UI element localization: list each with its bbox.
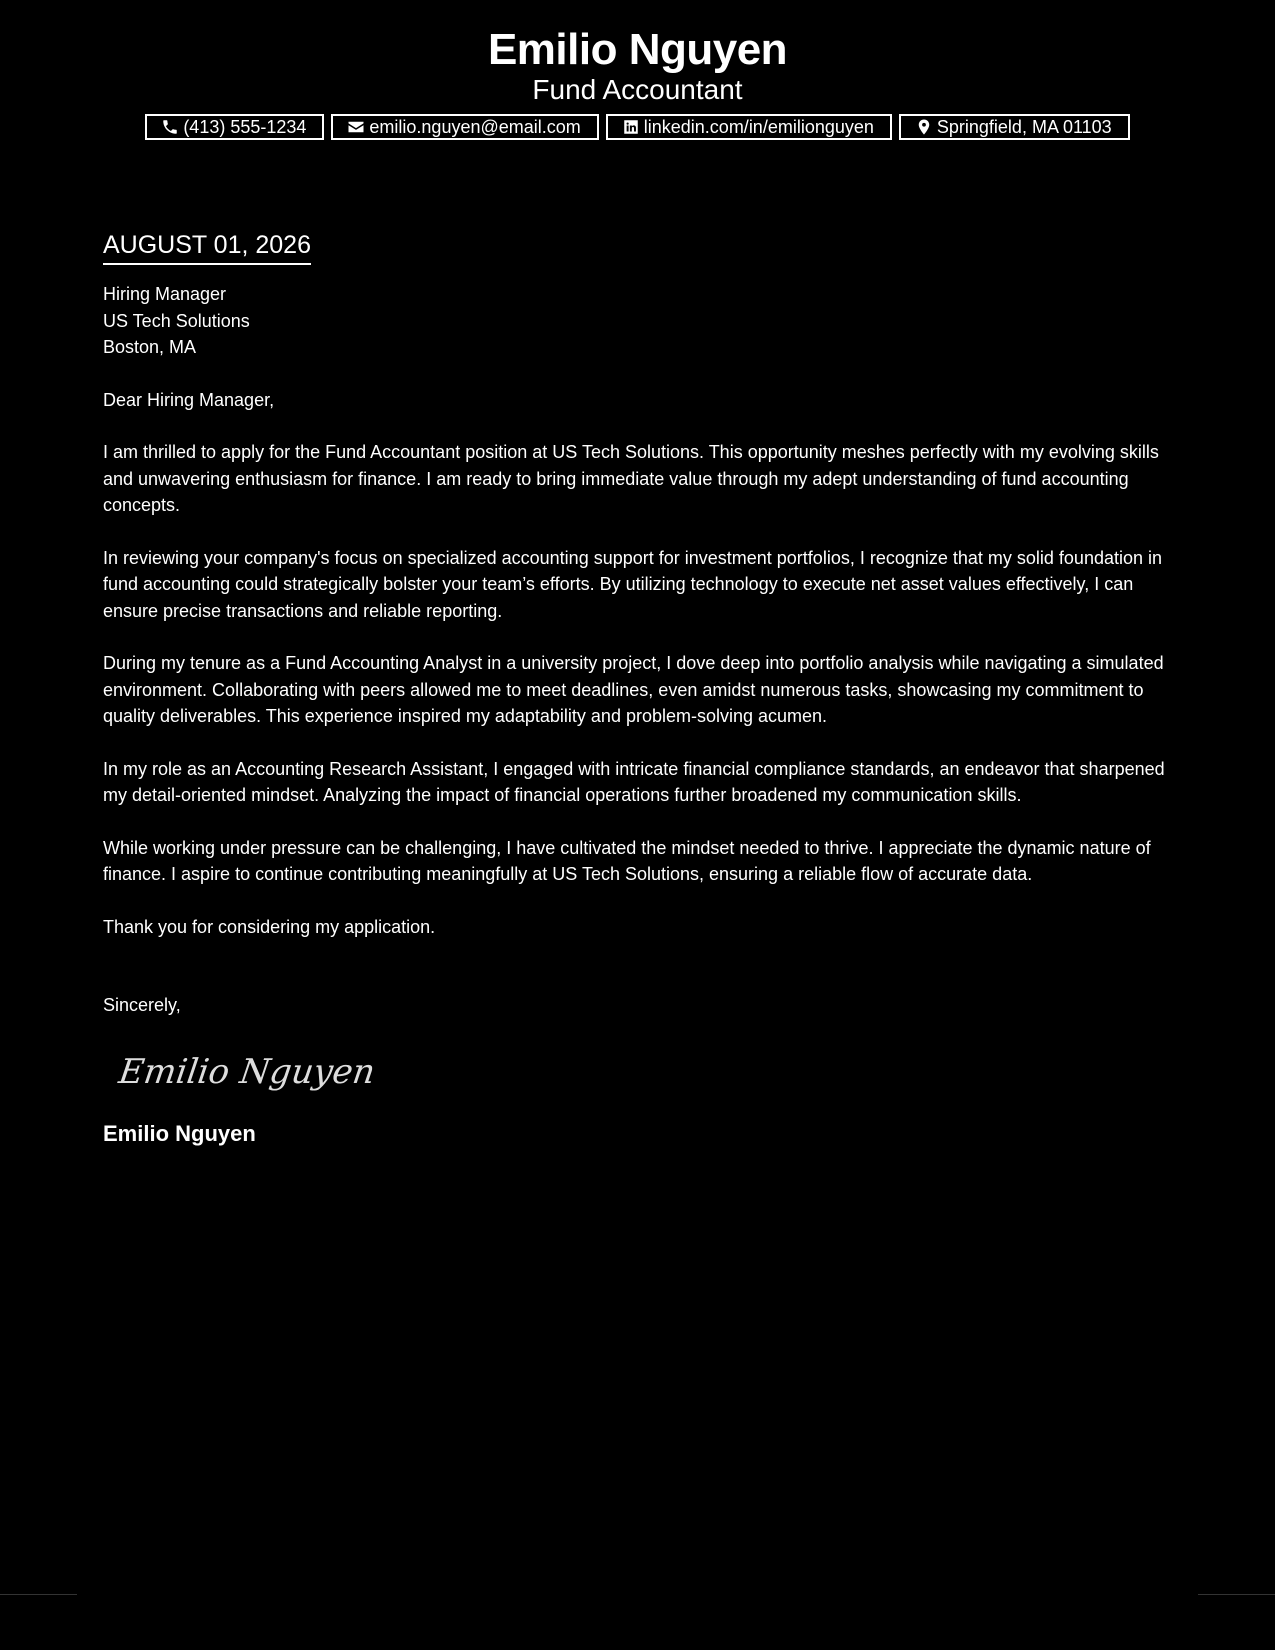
footer-rule-right bbox=[1198, 1594, 1275, 1595]
body-paragraph: I am thrilled to apply for the Fund Accountant position at US Tech Solutions. This opportunity meshes perfectly with my evolving skills and unwavering enthusiasm for finance. I am ready to bring immediate value through my adept understanding of fund accounting concepts. bbox=[103, 442, 1159, 515]
body-paragraph: In my role as an Accounting Research Assistant, I engaged with intricate financial compliance standards, an endeavor that sharpened my detail-oriented mindset. Analyzing the impact of financial operations further broadened my communication skills. bbox=[103, 758, 1165, 805]
linkedin-icon bbox=[622, 118, 640, 136]
recipient-line: Hiring Manager bbox=[103, 284, 227, 304]
signer-name: Emilio Nguyen bbox=[103, 1120, 256, 1146]
handwritten-signature bbox=[116, 1045, 1183, 1101]
body-paragraph: During my tenure as a Fund Accounting Analyst in a university project, I dove deep into portfolio analysis while navigating a simulated environment. Collaborating with peers allowed me to meet deadlines, even amidst numerous tasks, showcasing my commitment to quality deliverables. This experience inspired my adaptability and problem-solving acumen. bbox=[103, 653, 1164, 726]
contact-email-text: emilio.nguyen@email.com bbox=[369, 117, 581, 137]
contact-linkedin-text: linkedin.com/in/emilionguyen bbox=[643, 117, 874, 137]
recipient-line: Boston, MA bbox=[103, 337, 197, 357]
closing: Sincerely, bbox=[103, 995, 181, 1015]
contact-location[interactable] bbox=[899, 114, 1130, 140]
contact-location-text: Springfield, MA 01103 bbox=[936, 117, 1112, 137]
contact-email[interactable] bbox=[331, 114, 598, 140]
envelope-icon bbox=[347, 118, 365, 136]
letter-header bbox=[0, 24, 1275, 106]
contact-phone-text: (413) 555-1234 bbox=[183, 117, 307, 137]
applicant-name: Emilio Nguyen bbox=[487, 25, 788, 74]
recipient-block bbox=[103, 281, 1183, 361]
greeting: Dear Hiring Manager, bbox=[103, 389, 275, 410]
signature-image bbox=[116, 1045, 378, 1101]
body-paragraph: Thank you for considering my application. bbox=[103, 916, 436, 937]
recipient-line: US Tech Solutions bbox=[103, 310, 250, 331]
letter-date: AUGUST 01, 2026 bbox=[103, 228, 311, 265]
contact-bar bbox=[0, 114, 1275, 140]
svg-text:Emilio Nguyen: Emilio Nguyen bbox=[116, 1051, 378, 1092]
applicant-title: Fund Accountant bbox=[532, 74, 743, 105]
body-paragraph: While working under pressure can be challenging, I have cultivated the mindset needed to thrive. I appreciate the dynamic nature of finance. I aspire to continue contributing meaningfully at US Tech Solutions, ensuring a reliable flow of accurate data. bbox=[103, 837, 1151, 884]
contact-linkedin[interactable] bbox=[606, 114, 892, 140]
footer-rule-left bbox=[0, 1594, 77, 1595]
letter-body bbox=[103, 228, 1183, 1149]
phone-icon bbox=[161, 118, 179, 136]
contact-phone[interactable] bbox=[145, 114, 324, 140]
body-paragraph: In reviewing your company's focus on specialized accounting support for investment portfolios, I recognize that my solid foundation in fund accounting could strategically bolster your team’s efforts. By utilizing technology to execute net asset values effectively, I can ensure precise transactions and reliable reporting. bbox=[103, 547, 1163, 621]
map-pin-icon bbox=[915, 118, 933, 136]
